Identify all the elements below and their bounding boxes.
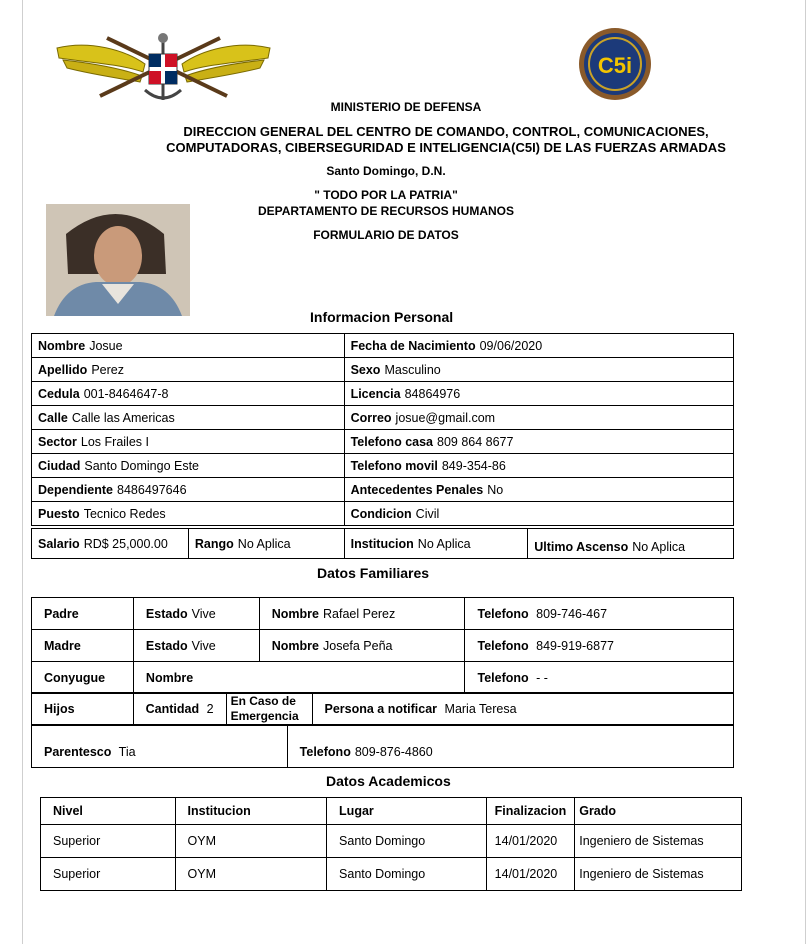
col-nivel: Nivel (41, 798, 176, 825)
col-grado: Grado (575, 798, 742, 825)
table-row (32, 358, 734, 382)
sexo-cell: Sexo Masculino (344, 358, 733, 382)
cell: Superior (41, 825, 176, 858)
institucion-value: No Aplica (417, 536, 471, 551)
table-row (32, 454, 734, 478)
cell: Santo Domingo (327, 825, 487, 858)
nombre-value: Josue (89, 338, 123, 353)
table-row (32, 598, 734, 630)
rango-cell: Rango No Aplica (188, 529, 344, 559)
table-row (32, 726, 734, 768)
academic-section-title: Datos Academicos (326, 773, 451, 789)
family-table (31, 597, 734, 694)
dependiente-value: 8486497646 (117, 482, 187, 497)
sexo-value: Masculino (384, 362, 441, 377)
table-row (32, 382, 734, 406)
sector-cell: Sector Los Frailes I (32, 430, 345, 454)
personal-section-title: Informacion Personal (310, 309, 454, 325)
calle-value: Calle las Americas (71, 410, 175, 425)
cell: Superior (41, 858, 176, 891)
table-row (32, 406, 734, 430)
sector-value: Los Frailes I (80, 434, 149, 449)
parentesco-cell: Parentesco Tia (32, 726, 288, 768)
emergency-contact-table (31, 725, 734, 768)
madre-label: Madre (32, 630, 134, 662)
cell: Ingeniero de Sistemas (575, 858, 742, 891)
table-row (32, 662, 734, 694)
salary-row-table (31, 528, 734, 559)
direccion-line2: COMPUTADORAS, CIBERSEGURIDAD E INTELIGENCIA(C5I) DE LAS FUERZAS ARMADAS (166, 140, 726, 155)
madre-estado-cell: Estado Vive (133, 630, 259, 662)
conyugue-label: Conyugue (32, 662, 134, 694)
conyugue-tel-cell: Telefono - - (465, 662, 734, 694)
salario-value: RD$ 25,000.00 (83, 536, 168, 551)
salario-cell: Salario RD$ 25,000.00 (32, 529, 189, 559)
family-children-table (31, 692, 734, 725)
profile-photo (46, 204, 190, 316)
padre-nombre-cell: Nombre Rafael Perez (259, 598, 465, 630)
ascenso-cell: Ultimo Ascenso No Aplica (528, 529, 734, 559)
rango-value: No Aplica (237, 536, 291, 551)
apellido-cell: Apellido Perez (32, 358, 345, 382)
form-title: FORMULARIO DE DATOS (313, 228, 459, 242)
cell: 14/01/2020 (486, 858, 575, 891)
ciudad-value: Santo Domingo Este (84, 458, 200, 473)
cell: OYM (175, 858, 327, 891)
family-section-title: Datos Familiares (317, 565, 430, 581)
dependiente-cell: Dependiente 8486497646 (32, 478, 345, 502)
emerg-tel-cell: Telefono 809-876-4860 (287, 726, 733, 768)
calle-cell: Calle Calle las Americas (32, 406, 345, 430)
table-row (32, 502, 734, 526)
table-row (32, 334, 734, 358)
antecedentes-value: No (487, 482, 504, 497)
telmovil-value: 849-354-86 (441, 458, 506, 473)
c5i-logo (573, 26, 681, 104)
licencia-cell: Licencia 84864976 (344, 382, 733, 406)
hijos-label: Hijos (32, 693, 134, 725)
fecha-value: 09/06/2020 (479, 338, 543, 353)
col-lugar: Lugar (327, 798, 487, 825)
table-header-row (41, 798, 742, 825)
antecedentes-cell: Antecedentes Penales No (344, 478, 733, 502)
notificar-cell: Persona a notificar Maria Teresa (312, 693, 734, 725)
city: Santo Domingo, D.N. (326, 164, 446, 178)
telcasa-value: 809 864 8677 (437, 434, 514, 449)
cedula-value: 001-8464647-8 (83, 386, 169, 401)
department: DEPARTAMENTO DE RECURSOS HUMANOS (257, 204, 514, 218)
table-row (32, 430, 734, 454)
ascenso-value: No Aplica (632, 539, 686, 554)
personal-info-table (31, 333, 734, 526)
telcasa-cell: Telefono casa 809 864 8677 (344, 430, 733, 454)
table-row (32, 630, 734, 662)
c5i-logo-text: C5i (597, 53, 633, 78)
cell: Ingeniero de Sistemas (575, 825, 742, 858)
ministry-title: MINISTERIO DE DEFENSA (330, 100, 482, 114)
apellido-value: Perez (91, 362, 124, 377)
table-row (41, 825, 742, 858)
ciudad-cell: Ciudad Santo Domingo Este (32, 454, 345, 478)
padre-estado-cell: Estado Vive (133, 598, 259, 630)
condicion-cell: Condicion Civil (344, 502, 733, 526)
col-finalizacion: Finalizacion (486, 798, 575, 825)
conyugue-nombre-cell: Nombre (133, 662, 465, 694)
col-institucion: Institucion (175, 798, 327, 825)
cell: OYM (175, 825, 327, 858)
table-row (32, 529, 734, 559)
direccion-line1: DIRECCION GENERAL DEL CENTRO DE COMANDO, CONTROL, COMUNICACIONES, (183, 124, 709, 139)
padre-label: Padre (32, 598, 134, 630)
padre-tel-cell: Telefono 809-746-467 (465, 598, 734, 630)
nombre-cell: Nombre Josue (32, 334, 345, 358)
cell: Santo Domingo (327, 858, 487, 891)
puesto-cell: Puesto Tecnico Redes (32, 502, 345, 526)
puesto-value: Tecnico Redes (83, 506, 166, 521)
armed-forces-emblem-logo (45, 30, 282, 108)
table-row (41, 858, 742, 891)
emergencia-label: En Caso de Emergencia (226, 693, 312, 725)
table-row (32, 478, 734, 502)
madre-nombre-cell: Nombre Josefa Peña (259, 630, 465, 662)
motto: " TODO POR LA PATRIA" (314, 188, 458, 202)
madre-tel-cell: Telefono 849-919-6877 (465, 630, 734, 662)
cantidad-cell: Cantidad 2 (133, 693, 226, 725)
institucion-cell: Institucion No Aplica (344, 529, 528, 559)
academic-table (40, 797, 742, 891)
correo-cell: Correo josue@gmail.com (344, 406, 733, 430)
table-row (32, 693, 734, 725)
cedula-cell: Cedula 001-8464647-8 (32, 382, 345, 406)
licencia-value: 84864976 (404, 386, 461, 401)
correo-value: josue@gmail.com (395, 410, 496, 425)
condicion-value: Civil (415, 506, 440, 521)
telmovil-cell: Telefono movil 849-354-86 (344, 454, 733, 478)
cell: 14/01/2020 (486, 825, 575, 858)
fecha-cell: Fecha de Nacimiento 09/06/2020 (344, 334, 733, 358)
